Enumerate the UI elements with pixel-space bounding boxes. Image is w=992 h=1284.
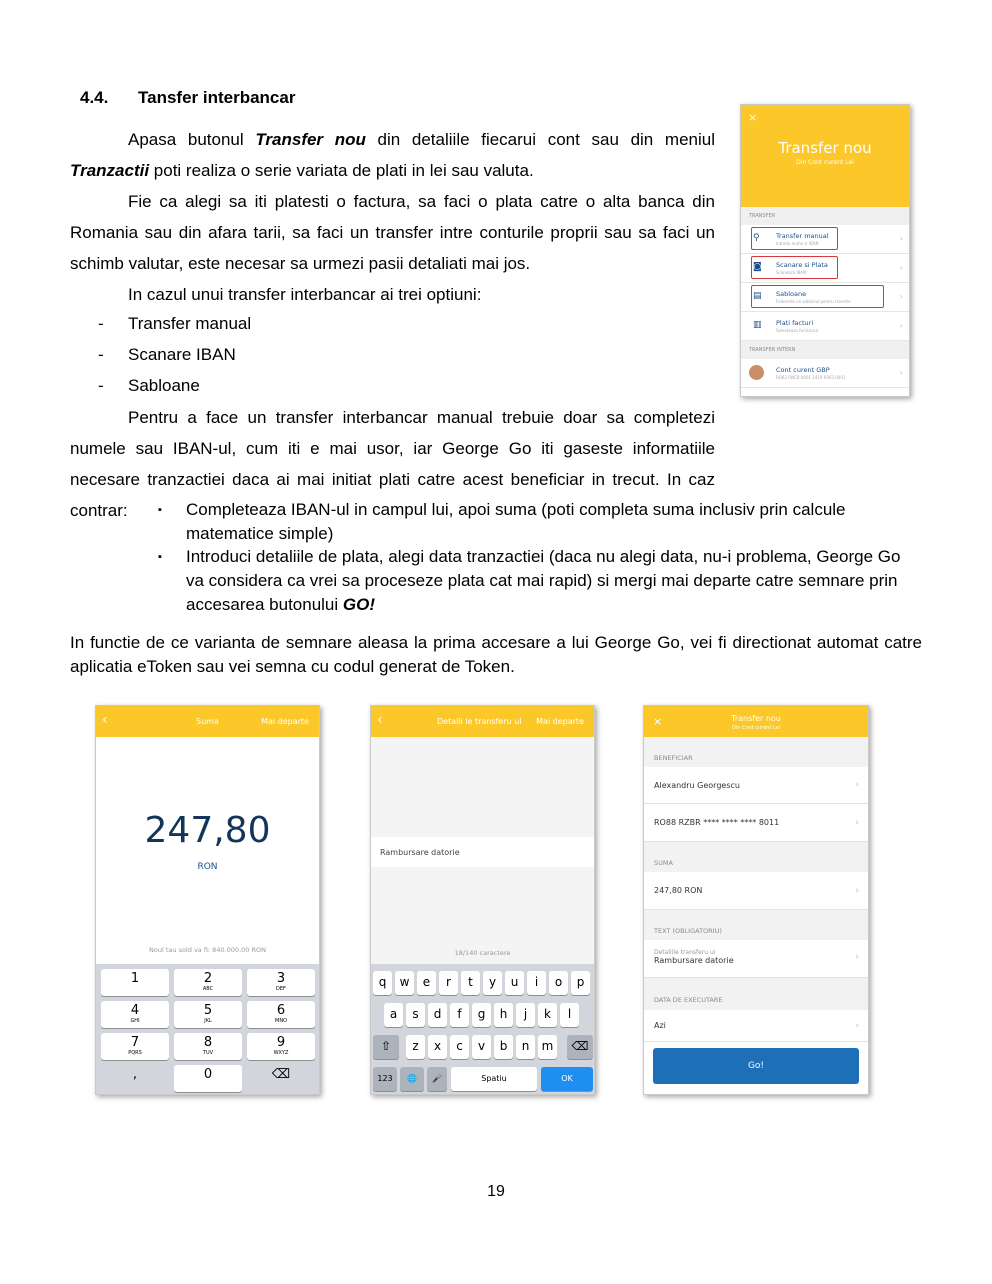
microphone-icon[interactable]: 🎤 <box>427 1067 447 1091</box>
beneficiary-name: Alexandru Georgescu <box>654 781 740 790</box>
key-letters: TUV <box>202 1050 214 1056</box>
bullet-mark: ▪ <box>158 551 162 563</box>
bullet-item <box>158 545 922 617</box>
document-icon: ▤ <box>753 291 762 301</box>
avatar <box>749 365 764 380</box>
key-t[interactable]: t <box>461 971 480 995</box>
transfer-menu-screenshot <box>740 104 910 397</box>
menu-item-label: Sabloane <box>776 290 807 298</box>
key-z[interactable]: z <box>406 1035 425 1059</box>
dash-mark: - <box>98 345 104 364</box>
dash-mark: - <box>98 314 104 333</box>
screen-subtitle: Din Cont curent Lei <box>731 725 781 731</box>
key-6[interactable] <box>247 1001 315 1028</box>
bullet-text: Completeaza IBAN-ul in campul lui, apoi suma (poti completa suma inclusiv prin calcule matematice simple) <box>186 500 846 543</box>
chevron-right-icon: › <box>899 263 903 272</box>
key-7[interactable] <box>101 1033 169 1060</box>
key-comma[interactable] <box>101 1065 169 1092</box>
space-key[interactable]: Spatiu <box>451 1067 537 1091</box>
key-3[interactable] <box>247 969 315 996</box>
key-h[interactable]: h <box>494 1003 513 1027</box>
dash-mark: - <box>98 376 104 395</box>
iban-value: RO88 RZBR **** **** **** 8011 <box>654 818 780 827</box>
key-v[interactable]: v <box>472 1035 491 1059</box>
currency-label: RON <box>197 862 218 872</box>
back-icon[interactable]: ‹ <box>377 712 383 728</box>
details-screenshot <box>370 705 595 1095</box>
key-4[interactable] <box>101 1001 169 1028</box>
account-label: Cont curent GBP <box>776 366 830 374</box>
menu-item-sabloane[interactable] <box>741 283 909 312</box>
key-letters: DEF <box>276 986 286 992</box>
key-digit: ⌫ <box>271 1067 291 1082</box>
key-d[interactable]: d <box>428 1003 447 1027</box>
key-q[interactable]: q <box>373 971 392 995</box>
top-bar <box>644 706 868 737</box>
chevron-right-icon: › <box>855 818 859 828</box>
text-span: din detaliile fiecarui cont sau din meniul <box>365 130 716 149</box>
character-counter: 18/140 caractere <box>454 949 511 957</box>
key-9[interactable] <box>247 1033 315 1060</box>
numeric-keypad <box>96 964 319 1094</box>
key-p[interactable]: p <box>571 971 590 995</box>
key-1[interactable] <box>101 969 169 996</box>
key-digit: 7 <box>130 1035 140 1050</box>
delete-icon[interactable]: ⌫ <box>567 1035 593 1059</box>
screen-title: Transfer nou <box>731 714 781 723</box>
key-c[interactable]: c <box>450 1035 469 1059</box>
screen-title: Suma <box>196 717 219 726</box>
numbers-key[interactable]: 123 <box>373 1067 397 1091</box>
key-digit: 8 <box>203 1035 213 1050</box>
menu-item-sublabel: Selecteaza furnizorul <box>776 328 819 333</box>
key-x[interactable]: x <box>428 1035 447 1059</box>
option-item <box>98 314 251 334</box>
details-value: Rambursare datorie <box>654 956 734 965</box>
keyboard <box>371 964 594 1094</box>
details-input[interactable]: Rambursare datorie <box>371 837 594 867</box>
key-0[interactable] <box>174 1065 242 1092</box>
key-a[interactable]: a <box>384 1003 403 1027</box>
key-letters: MNO <box>275 1018 287 1024</box>
account-iban: RO62 RNCB 0001 1419 9303 0001 <box>776 375 846 380</box>
date-value: Azi <box>654 1021 666 1030</box>
date-header: DATA DE EXECUTARE <box>644 978 868 1010</box>
ok-key[interactable]: OK <box>541 1067 593 1091</box>
page-number: 19 <box>487 1183 505 1200</box>
key-letters: GHI <box>130 1018 140 1024</box>
screen-title: Transfer nou <box>778 139 872 157</box>
bullet-mark: ▪ <box>158 504 162 516</box>
next-button[interactable]: Mai departe <box>536 717 584 726</box>
bullet-item <box>158 498 922 546</box>
amount-screenshot <box>95 705 320 1095</box>
key-m[interactable]: m <box>538 1035 557 1059</box>
key-digit: 9 <box>276 1035 286 1050</box>
key-digit: 2 <box>203 971 213 986</box>
chevron-right-icon: › <box>855 886 859 896</box>
top-bar <box>96 706 319 737</box>
key-letters: ABC <box>202 986 214 992</box>
chevron-right-icon: › <box>899 234 903 243</box>
go-button[interactable]: Go! <box>653 1048 859 1084</box>
key-u[interactable]: u <box>505 971 524 995</box>
text-span: Apasa butonul <box>128 130 256 149</box>
chevron-right-icon: › <box>855 1021 859 1031</box>
key-r[interactable]: r <box>439 971 458 995</box>
closing-paragraph: In functie de ce varianta de semnare aleasa la prima accesare a lui George Go, vei fi directionat automat catre aplicatia eToken sau vei semna cu codul generat de Token. <box>70 633 922 676</box>
key-2[interactable] <box>174 969 242 996</box>
intro-paragraph-2: Fie ca alegi sa iti platesti o factura, sa faci o plata catre o alta banca din Romania sau din afara tarii, sa faci un transfer intre conturile proprii sau sa faci un schimb valutar, este necesar sa urmezi pasii detaliati mai jos. <box>70 192 715 273</box>
key-5[interactable] <box>174 1001 242 1028</box>
intro-paragraph-3: In cazul unui transfer interbancar ai trei optiuni: <box>128 285 482 304</box>
key-g[interactable]: g <box>472 1003 491 1027</box>
option-label: Scanare IBAN <box>128 345 236 364</box>
manual-transfer-text: Pentru a face un transfer interbancar manual trebuie doar sa completezi numele sau IBAN-ul, cum iti e mai usor, iar George Go iti gaseste informatiile necesare tranzactiei daca ai mai initiat plati catre acest beneficiar in trecut. In caz contrar: <box>70 408 715 520</box>
chevron-right-icon: › <box>855 780 859 790</box>
section-title: Tansfer interbancar <box>138 88 296 107</box>
shift-icon[interactable]: ⇧ <box>373 1035 399 1059</box>
amount-value[interactable]: 247,80 <box>144 810 271 851</box>
option-label: Sabloane <box>128 376 200 395</box>
camera-icon: ◙ <box>753 262 762 272</box>
back-icon[interactable]: ‹ <box>102 712 108 728</box>
menu-item-transfer-manual[interactable] <box>741 225 909 254</box>
header <box>741 105 909 207</box>
text-span: poti realiza o serie variata de plati in lei sau valuta. <box>149 161 534 180</box>
invoice-icon: ▥ <box>753 320 762 330</box>
section-number: 4.4. <box>80 88 109 107</box>
tranzactii-emphasis: Tranzactii <box>70 161 150 180</box>
amount-header: SUMA <box>644 842 868 872</box>
globe-icon[interactable]: 🌐 <box>400 1067 424 1091</box>
menu-item-sublabel: Foloseste un sablonul pentru transfer <box>776 299 851 304</box>
iban-row[interactable] <box>644 804 868 842</box>
date-row[interactable] <box>644 1010 868 1042</box>
key-letters: WXYZ <box>273 1050 289 1056</box>
go-emphasis: GO! <box>342 595 375 614</box>
section-label: TRANSFER <box>741 207 909 225</box>
text-header: TEXT (OBLIGATORIU) <box>644 910 868 940</box>
key-digit: 6 <box>276 1003 286 1018</box>
menu-item-plati-facturi[interactable] <box>741 312 909 341</box>
bullet-text <box>186 545 922 617</box>
key-l[interactable]: l <box>560 1003 579 1027</box>
option-label: Transfer manual <box>128 314 252 333</box>
backspace-icon[interactable] <box>247 1065 315 1092</box>
text-span: Introduci detaliile de plata, alegi data tranzactiei (daca nu alegi data, nu-i problema, George Go va considera ca vrei sa proceseze plata cat mai rapid) si mergi mai departe catre semnare prin accesarea butonului <box>186 547 901 614</box>
amount-row[interactable] <box>644 872 868 910</box>
chevron-right-icon: › <box>855 952 859 962</box>
key-8[interactable] <box>174 1033 242 1060</box>
key-digit: 4 <box>130 1003 140 1018</box>
key-b[interactable]: b <box>494 1035 513 1059</box>
balance-text: Noul tau sold va fi: 840.000,00 RON <box>149 946 266 954</box>
person-icon: ⚲ <box>753 233 760 243</box>
section-heading <box>80 88 295 108</box>
account-item[interactable] <box>741 359 909 388</box>
key-letters: JKL <box>204 1018 212 1024</box>
key-s[interactable]: s <box>406 1003 425 1027</box>
key-f[interactable]: f <box>450 1003 469 1027</box>
key-digit: 3 <box>276 971 286 986</box>
details-label: Detaliile transferu ui <box>654 949 716 956</box>
amount-value: 247,80 RON <box>654 886 703 895</box>
summary-screenshot <box>643 705 869 1095</box>
key-n[interactable]: n <box>516 1035 535 1059</box>
key-j[interactable]: j <box>516 1003 535 1027</box>
menu-item-sublabel: Introdu nume si IBAN <box>776 241 819 246</box>
close-icon[interactable]: × <box>653 715 663 728</box>
chevron-right-icon: › <box>899 321 903 330</box>
key-e[interactable]: e <box>417 971 436 995</box>
transfer-nou-emphasis: Transfer nou <box>255 130 366 149</box>
menu-item-label: Transfer manual <box>776 232 829 240</box>
key-k[interactable]: k <box>538 1003 557 1027</box>
key-digit: 5 <box>203 1003 213 1018</box>
key-w[interactable]: w <box>395 971 414 995</box>
option-item <box>98 345 236 365</box>
details-row[interactable] <box>644 940 868 978</box>
close-icon[interactable]: × <box>748 111 758 124</box>
screen-subtitle: Din Cont curent Lei <box>796 159 854 166</box>
menu-item-scanare[interactable] <box>741 254 909 283</box>
menu-item-sublabel: Scaneaza IBAN <box>776 270 807 275</box>
beneficiary-header: BENEFICIAR <box>644 737 868 767</box>
key-o[interactable]: o <box>549 971 568 995</box>
menu-item-label: Scanare si Plata <box>776 261 828 269</box>
key-digit: 1 <box>130 971 140 986</box>
key-digit: , <box>132 1067 138 1082</box>
intro-paragraph-1 <box>70 124 715 186</box>
option-item <box>98 376 200 396</box>
top-bar <box>371 706 594 737</box>
beneficiary-name-row[interactable] <box>644 767 868 804</box>
chevron-right-icon: › <box>899 368 903 377</box>
screen-title: Detalii le transferu ul <box>437 717 522 726</box>
menu-item-label: Plati facturi <box>776 319 814 327</box>
key-letters: PQRS <box>128 1050 142 1056</box>
key-digit: 0 <box>203 1067 213 1082</box>
chevron-right-icon: › <box>899 292 903 301</box>
section-label: TRANSFER INTERN <box>741 341 909 359</box>
highlight-box <box>751 285 884 308</box>
key-y[interactable]: y <box>483 971 502 995</box>
key-i[interactable]: i <box>527 971 546 995</box>
next-button[interactable]: Mai departe <box>261 717 309 726</box>
